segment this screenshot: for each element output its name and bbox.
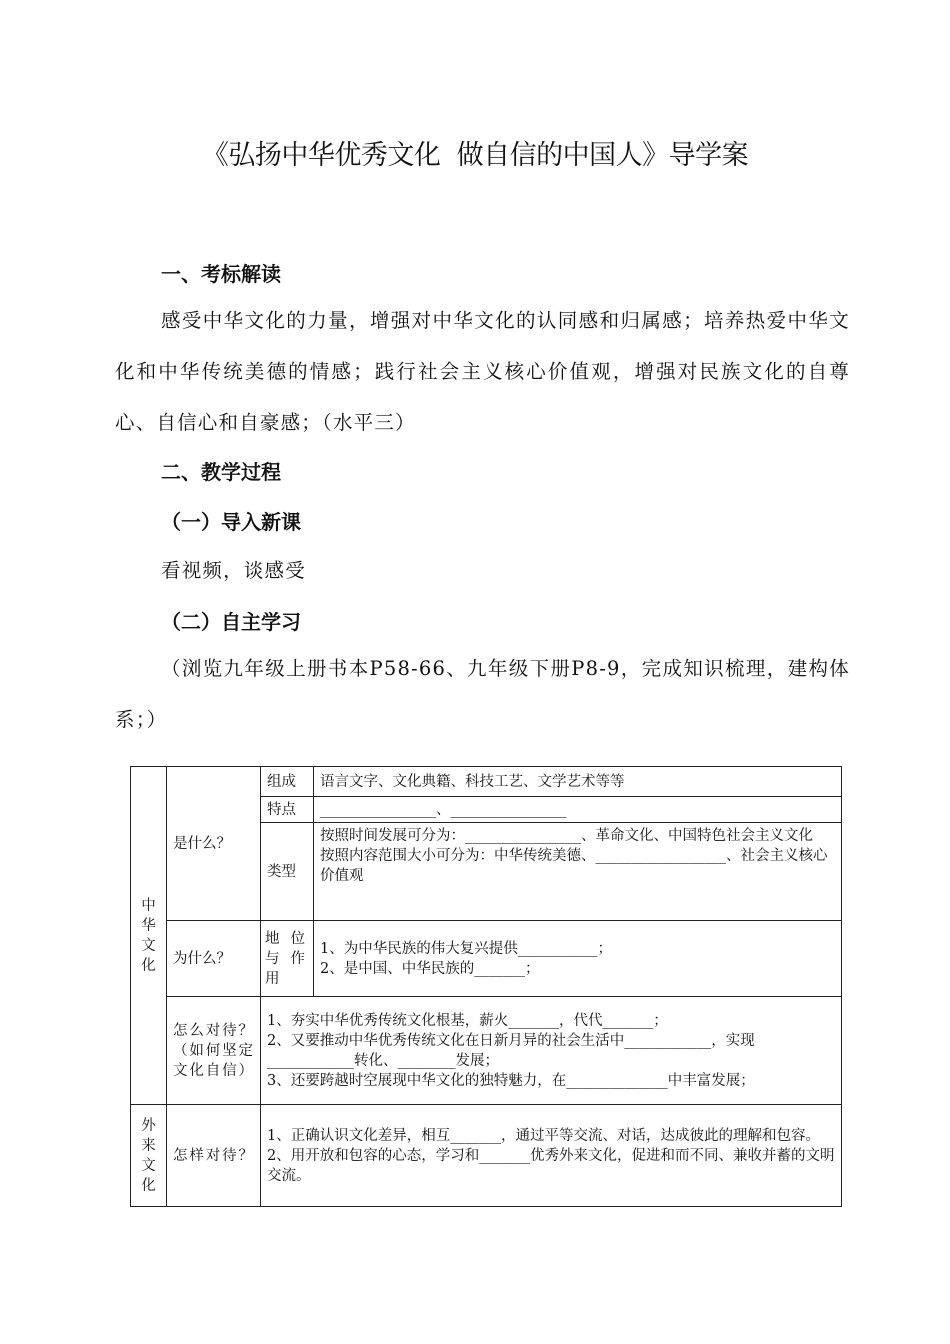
how-treat-value: 1、夯实中华优秀传统文化根基，薪火_______，代代_______； 2、又要推动中华优秀传统文化在日新月异的社会生活中____________，实现____________转化、________发展； 3、还要跨越时空展现中华文化的独特魅力，在______________中丰富发展； — [261, 997, 842, 1105]
section-heading-teaching-process: 二、教学过程 — [161, 460, 281, 484]
knowledge-table — [130, 766, 842, 1207]
feature-label: 特点 — [261, 797, 314, 823]
subsection-heading-intro: （一）导入新课 — [161, 510, 301, 534]
type-value: 按照时间发展可分为：________________、革命文化、中国特色社会主义文化 按照内容范围大小可分为：中华传统美德、__________________、社会主义核心价值观 — [314, 823, 842, 921]
foreign-culture-label: 外来文化 — [131, 1105, 167, 1207]
page-title: 《弘扬中华优秀文化 做自信的中国人》导学案 — [201, 140, 749, 171]
why-label: 为什么？ — [167, 921, 261, 997]
status-role-value: 1、为中华民族的伟大复兴提供___________； 2、是中国、中华民族的_______； — [314, 921, 842, 997]
foreign-treat-value: 1、正确认识文化差异，相互_______，通过平等交流、对话，达成彼此的理解和包容。 2、用开放和包容的心态，学习和_______优秀外来文化，促进和而不同、兼收并蓄的文明交流。 — [261, 1105, 842, 1207]
subsection-heading-self-study: （二）自主学习 — [161, 610, 301, 634]
composition-label: 组成 — [261, 767, 314, 797]
how-foreign-label: 怎样对待？ — [167, 1105, 261, 1207]
type-label: 类型 — [261, 823, 314, 921]
chinese-culture-label: 中华文化 — [131, 767, 167, 1105]
section-heading-exam-standard: 一、考标解读 — [161, 262, 281, 286]
what-label: 是什么？ — [167, 767, 261, 921]
exam-standard-text: 感受中华文化的力量，增强对中华文化的认同感和归属感；培养热爱中华文化和中华传统美德的情感；践行社会主义核心价值观，增强对民族文化的自尊心、自信心和自豪感；（水平三） — [115, 309, 850, 434]
composition-value: 语言文字、文化典籍、科技工艺、文学艺术等等 — [314, 767, 842, 797]
status-role-label: 地位与作用 — [261, 921, 314, 997]
intro-text: 看视频，谈感受 — [161, 559, 306, 582]
how-treat-label: 怎么对待？（如何坚定文化自信） — [167, 997, 261, 1105]
self-study-text: （浏览九年级上册书本P58-66、九年级下册P8-9，完成知识梳理，建构体系；） — [115, 657, 850, 731]
feature-value: ________________、________________ — [314, 797, 842, 823]
